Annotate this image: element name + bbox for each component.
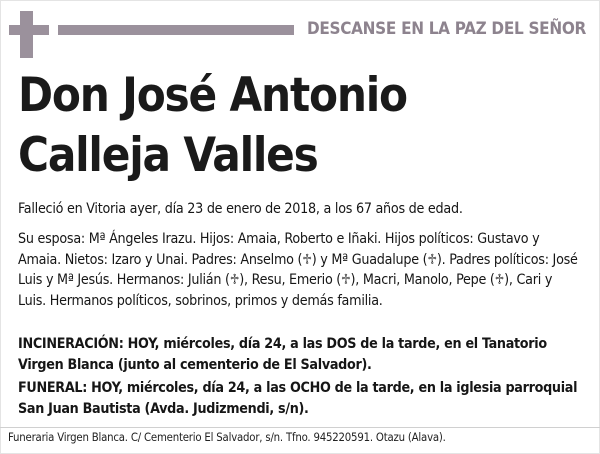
name-line-1: Don José Antonio xyxy=(18,68,407,123)
deceased-name xyxy=(18,66,407,186)
cremation-notice: INCINERACIÓN: HOY, miércoles, día 24, a las DOS de la tarde, en el Tanatorio Virgen Blanca (junto al cementerio de El Salvador). xyxy=(18,336,547,373)
funeral-notice: FUNERAL: HOY, miércoles, día 24, a las OCHO de la tarde, en la iglesia parroquial San Juan Bautista (Avda. Judizmendi, s/n). xyxy=(18,380,578,417)
footer-divider xyxy=(0,427,600,428)
family-list: Su esposa: Mª Ángeles Irazu. Hijos: Amaia, Roberto e Iñaki. Hijos políticos: Gustavo y Amaia. Nietos: Izaro y Unai. Padres: Anselmo (♱) y Mª Guadalupe (♱). Padres políticos: José Luis y Mª Jesús. Hermanos: Julián (♱), Resu, Emerio (♱), Macri, Manolo, Pepe (♱), Cari y Luis. Hermanos políticos, sobrinos, primos y demás familia. xyxy=(18,231,578,309)
death-notice: Falleció en Vitoria ayer, día 23 de enero de 2018, a los 67 años de edad. xyxy=(18,201,463,217)
header-rule xyxy=(58,25,294,35)
motto-heading: DESCANSE EN LA PAZ DEL SEÑOR xyxy=(306,19,586,39)
funeral-home-footer: Funeraria Virgen Blanca. C/ Cementerio El Salvador, s/n. Tfno. 945220591. Otazu (Alava). xyxy=(8,431,446,444)
name-line-2: Calleja Valles xyxy=(18,128,318,183)
cross-icon xyxy=(9,11,49,58)
